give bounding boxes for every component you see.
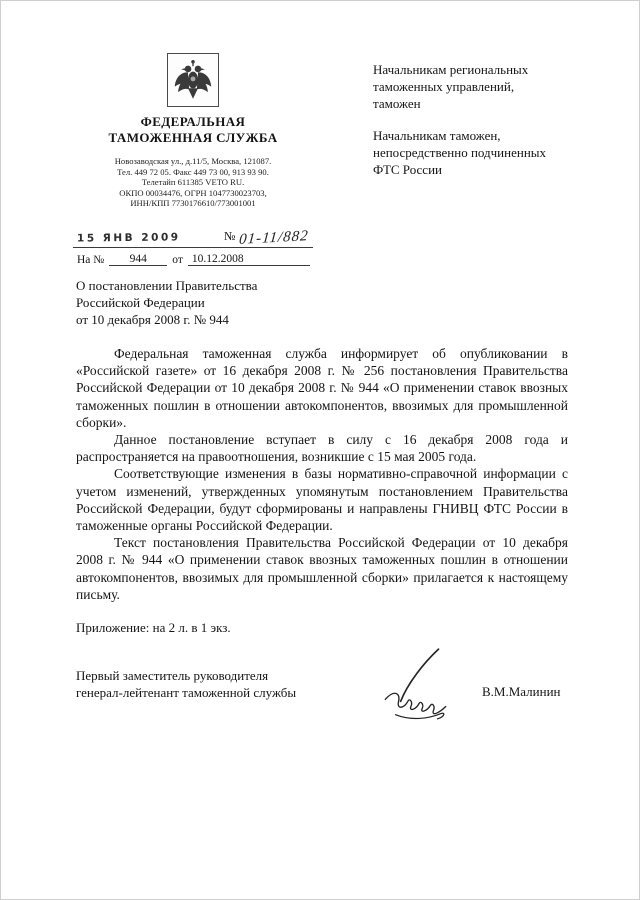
org-name <box>73 114 313 145</box>
russia-coat-of-arms-icon <box>167 53 219 107</box>
address-line: ИНН/КПП 7730176610/773001001 <box>130 198 256 209</box>
address-line: Тел. 449 72 05. Факс 449 73 00, 913 93 90. <box>117 166 269 177</box>
date-stamp: 15 ЯНВ 2009 <box>76 231 181 245</box>
address-line: ОКПО 00034476, ОГРН 1047730023703, <box>119 187 267 198</box>
body-paragraph: Текст постановления Правительства Российской Федерации от 10 декабря 2008 г. № 944 «О применении ставок ввозных таможенных пошлин в отношении автокомпонентов, ввозимых для промышленной сборки» прилагается к настоящему письму. <box>76 535 568 602</box>
handwritten-outgoing-number: 01-11/882 <box>238 228 310 248</box>
subject-block <box>76 277 257 328</box>
recipient-line: непосредственно подчиненных <box>373 145 547 160</box>
signer-position <box>76 667 296 701</box>
subject-line: Российской Федерации <box>76 295 205 310</box>
number-sign: № <box>223 228 236 243</box>
subject-line: от 10 декабря 2008 г. № 944 <box>76 312 229 327</box>
recipients-block <box>373 61 573 193</box>
recipient-line: таможен <box>373 96 421 111</box>
subject-line: О постановлении Правительства <box>76 278 258 293</box>
org-name-line2: ТАМОЖЕННАЯ СЛУЖБА <box>108 129 278 145</box>
handwritten-signature-icon <box>361 644 471 726</box>
recipient-group-1 <box>373 61 573 112</box>
recipient-line: Начальникам региональных <box>373 62 529 77</box>
signer-position-line1: Первый заместитель руководителя <box>76 668 269 683</box>
reference-row <box>73 253 313 266</box>
body-paragraph: Федеральная таможенная служба информирует об опубликовании в «Российской газете» от 16 декабря 2008 г. № 256 постановления Правительства Российской Федерации от 10 декабря 2008 г. № 944 «О применении ставок ввозных таможенных пошлин в отношении автокомпонентов, ввозимых для промышленной сборки». <box>76 346 568 430</box>
address-line: Новозаводская ул., д.11/5, Москва, 121087. <box>114 156 272 166</box>
letterhead <box>73 53 313 266</box>
recipient-line: Начальникам таможен, <box>373 128 501 143</box>
body-paragraph: Данное постановление вступает в силу с 16 декабря 2008 года и распространяется на правоотношения, возникшие с 15 мая 2005 года. <box>76 432 568 465</box>
outgoing-number-field <box>223 227 310 248</box>
ref-date-label: от <box>172 253 183 266</box>
recipient-group-2 <box>373 127 573 178</box>
recipient-line: ФТС России <box>373 162 442 177</box>
address-line: Телетайп 611385 VETO RU. <box>141 177 245 188</box>
body-paragraph: Соответствующие изменения в базы нормативно-справочной информации с учетом изменений, утвержденных упомянутым постановлением Правительства Российской Федерации, будут сформированы и направлены ГНИВЦ ФТС России в таможенные органы Российской Федерации. <box>76 466 568 534</box>
org-address-block <box>73 156 313 209</box>
ref-number-field: 944 <box>109 253 167 266</box>
signer-position-line2: генерал-лейтенант таможенной службы <box>76 685 297 700</box>
recipient-line: таможенных управлений, <box>373 79 515 94</box>
signer-name: В.М.Малинин <box>482 684 561 699</box>
attachment-note: Приложение: на 2 л. в 1 экз. <box>76 620 231 635</box>
ref-date-field: 10.12.2008 <box>188 253 310 266</box>
ref-label: На № <box>77 253 105 266</box>
letter-body <box>76 345 568 603</box>
double-headed-eagle-icon <box>173 59 213 101</box>
org-name-line1: ФЕДЕРАЛЬНАЯ <box>140 114 246 129</box>
date-number-row <box>73 222 313 248</box>
